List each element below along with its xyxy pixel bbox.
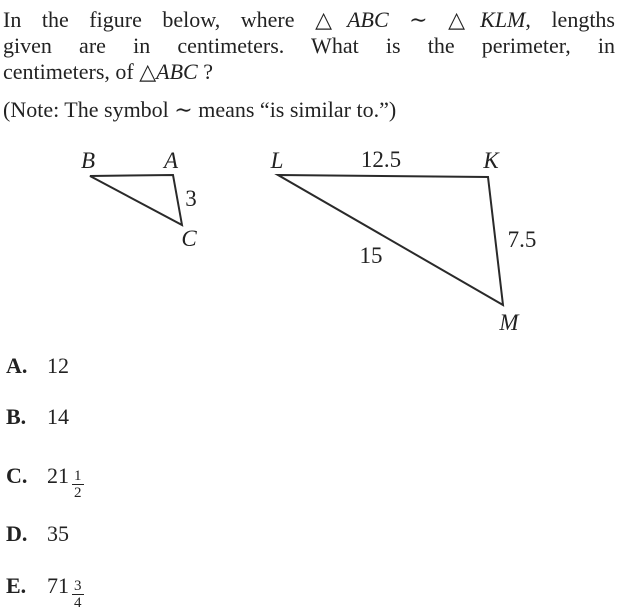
fraction-numerator-e: 3 xyxy=(74,578,82,594)
choice-row-b xyxy=(6,406,69,428)
question-line-3: centimeters, of △ABC ? xyxy=(3,59,213,84)
triangle-klm xyxy=(278,175,503,305)
choice-value-c xyxy=(47,463,84,501)
fraction-denominator-c: 2 xyxy=(74,485,82,501)
vertex-label-b: B xyxy=(80,148,96,173)
choice-letter-a: A. xyxy=(6,353,28,378)
choice-letter-b: B. xyxy=(6,404,27,429)
choice-fraction-e xyxy=(72,578,84,611)
choice-value-e xyxy=(47,573,84,611)
vertex-label-k: K xyxy=(483,148,499,173)
choice-row-e xyxy=(6,575,84,611)
choice-letter-c: C. xyxy=(6,463,28,488)
question-line-1: In the figure below, where △ABC ∼ △KLM, lengths xyxy=(3,7,615,32)
choice-row-c xyxy=(6,465,84,501)
choice-whole-e: 71 xyxy=(47,573,69,598)
choice-fraction-c xyxy=(72,468,84,501)
vertex-label-c: C xyxy=(181,226,197,251)
choice-value-b: 14 xyxy=(47,404,69,429)
choice-row-a xyxy=(6,355,69,377)
fraction-numerator-c: 1 xyxy=(74,468,82,484)
vertex-label-l: L xyxy=(270,148,284,173)
side-label-lk: 12.5 xyxy=(360,147,402,172)
side-label-ac: 3 xyxy=(185,186,197,211)
choice-row-d xyxy=(6,523,69,545)
question-line-2: given are in centimeters. What is the perimeter, in xyxy=(3,33,615,58)
choice-letter-d: D. xyxy=(6,521,28,546)
choice-value-a: 12 xyxy=(47,353,69,378)
triangle-abc xyxy=(90,175,182,225)
fraction-denominator-e: 4 xyxy=(74,595,82,611)
choice-value-d: 35 xyxy=(47,521,69,546)
figure-svg xyxy=(0,138,620,343)
vertex-label-a: A xyxy=(163,148,179,173)
side-label-lm: 15 xyxy=(359,243,383,268)
question-text xyxy=(3,7,615,85)
choice-letter-e: E. xyxy=(6,573,27,598)
side-label-km: 7.5 xyxy=(507,227,537,252)
vertex-label-m: M xyxy=(499,310,519,335)
choice-whole-c: 21 xyxy=(47,463,69,488)
note-text: (Note: The symbol ∼ means “is similar to.”) xyxy=(3,97,397,122)
